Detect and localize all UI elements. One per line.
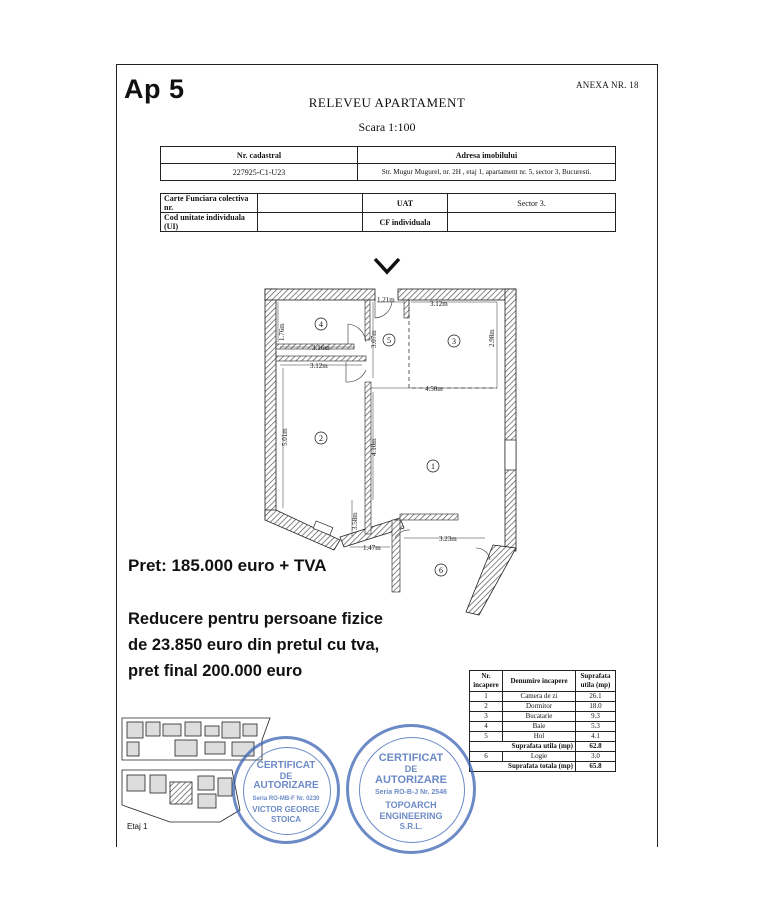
stamp-text: DE: [404, 764, 418, 774]
dim-label: 2.98m: [488, 329, 496, 347]
total-area-label: Suprafata totala (mp): [470, 762, 576, 772]
cf-colectiva-label: Carte Funciara colectiva nr.: [161, 194, 258, 213]
table-row: [470, 692, 616, 702]
cell-name: Hol: [503, 732, 576, 742]
stamp-text: CERTIFICAT: [378, 752, 444, 764]
table-row: [470, 722, 616, 732]
useful-area-row: [470, 742, 616, 752]
cf-individuala-label: CF individuala: [363, 213, 448, 232]
cell-nr: 2: [470, 702, 503, 712]
dim-label: 3.12m: [430, 300, 448, 308]
room-number: 5: [387, 336, 391, 345]
dim-label: 3.16m: [312, 344, 330, 352]
cell-area: 26.1: [576, 692, 616, 702]
dim-label: 3.07m: [370, 330, 378, 348]
cell-area: 9.3: [576, 712, 616, 722]
cell-nr: 3: [470, 712, 503, 722]
table-row: [470, 752, 616, 762]
annex-number: ANEXA NR. 18: [576, 80, 639, 90]
table-row: [470, 732, 616, 742]
cell-nr: 1: [470, 692, 503, 702]
price-text: Pret: 185.000 euro + TVA: [128, 556, 327, 575]
address-value: Str. Mugur Mugurel, nr. 2H , etaj 1, apartament nr. 5, sector 3, Bucuresti.: [358, 164, 616, 181]
stamp-text: Seria RO-MB-F Nr. 0230: [252, 796, 320, 802]
stamp-text: Seria RO-B-J Nr. 2546: [375, 789, 447, 796]
useful-area-label: Suprafata utila (mp): [470, 742, 576, 752]
apartment-label: Ap 5: [124, 74, 185, 104]
stamp-text: DE: [279, 771, 293, 781]
useful-area-value: 62.8: [576, 742, 616, 752]
cell-area: 5.3: [576, 722, 616, 732]
dim-label: 3.58m: [351, 512, 359, 530]
address-header: Adresa imobilului: [358, 147, 616, 164]
dim-label: 1.76m: [278, 323, 286, 341]
dim-label: 3.12m: [310, 362, 328, 370]
rooms-table: [469, 670, 616, 772]
floor-label: Etaj 1: [127, 822, 148, 831]
cadastral-number-value: 227925-C1-U23: [161, 164, 358, 181]
stamp-text: AUTORIZARE: [253, 780, 319, 791]
cell-area: 18.0: [576, 702, 616, 712]
cell-area: 3.0: [576, 752, 616, 762]
total-area-row: [470, 762, 616, 772]
cell-nr: 6: [470, 752, 503, 762]
stamp-text: VICTOR GEORGE: [252, 805, 320, 814]
certification-stamp-right: [346, 724, 476, 854]
col-header-name: Denumire incapere: [503, 671, 576, 692]
windows: [313, 440, 516, 535]
cell-area: 4.1: [576, 732, 616, 742]
stamp-text: AUTORIZARE: [375, 774, 447, 786]
total-area-value: 65.8: [576, 762, 616, 772]
dim-label: 3.23m: [439, 535, 457, 543]
dim-label: 1.47m: [363, 544, 381, 552]
stamp-text: S.R.L.: [399, 822, 423, 831]
uat-value: Sector 3.: [448, 194, 616, 213]
room-number: 6: [439, 566, 443, 575]
table-row: [470, 712, 616, 722]
uat-label: UAT: [363, 194, 448, 213]
cell-name: Dormitor: [503, 702, 576, 712]
room-number: 4: [319, 320, 323, 329]
room-number: 2: [319, 434, 323, 443]
scale-label: Scara 1:100: [358, 120, 416, 134]
cadastral-number-header: Nr. cadastral: [161, 147, 358, 164]
ui-code-label: Cod unitate individuala (UI): [161, 213, 258, 232]
entrance-arrow-icon: [375, 259, 399, 272]
dim-label: 4.50m: [425, 385, 443, 393]
col-header-nr: Nr. incapere: [470, 671, 503, 692]
room-number: 3: [452, 337, 456, 346]
stamp-text: CERTIFICAT: [256, 760, 316, 771]
cell-name: Logie: [503, 752, 576, 762]
stamp-text: TOPOARCH: [385, 800, 437, 810]
dim-label: 4.10m: [370, 438, 378, 456]
cell-name: Bucatarie: [503, 712, 576, 722]
certification-stamp-left: [232, 736, 340, 844]
cell-name: Camera de zi: [503, 692, 576, 702]
col-header-area: Suprafata utila (mp): [576, 671, 616, 692]
cell-nr: 4: [470, 722, 503, 732]
room-number: 1: [431, 462, 435, 471]
reduction-text: Reducere pentru persoane fizice de 23.850 euro din pretul cu tva, pret final 200.000 euro: [128, 610, 383, 680]
stamp-text: STOICA: [270, 815, 302, 824]
cell-nr: 5: [470, 732, 503, 742]
cell-name: Baie: [503, 722, 576, 732]
table-row: [470, 702, 616, 712]
dim-label: 5.01m: [281, 428, 289, 446]
stamp-text: ENGINEERING: [379, 811, 443, 821]
dim-label: 1.21m: [377, 296, 395, 304]
document-title: RELEVEU APARTAMENT: [308, 95, 466, 110]
